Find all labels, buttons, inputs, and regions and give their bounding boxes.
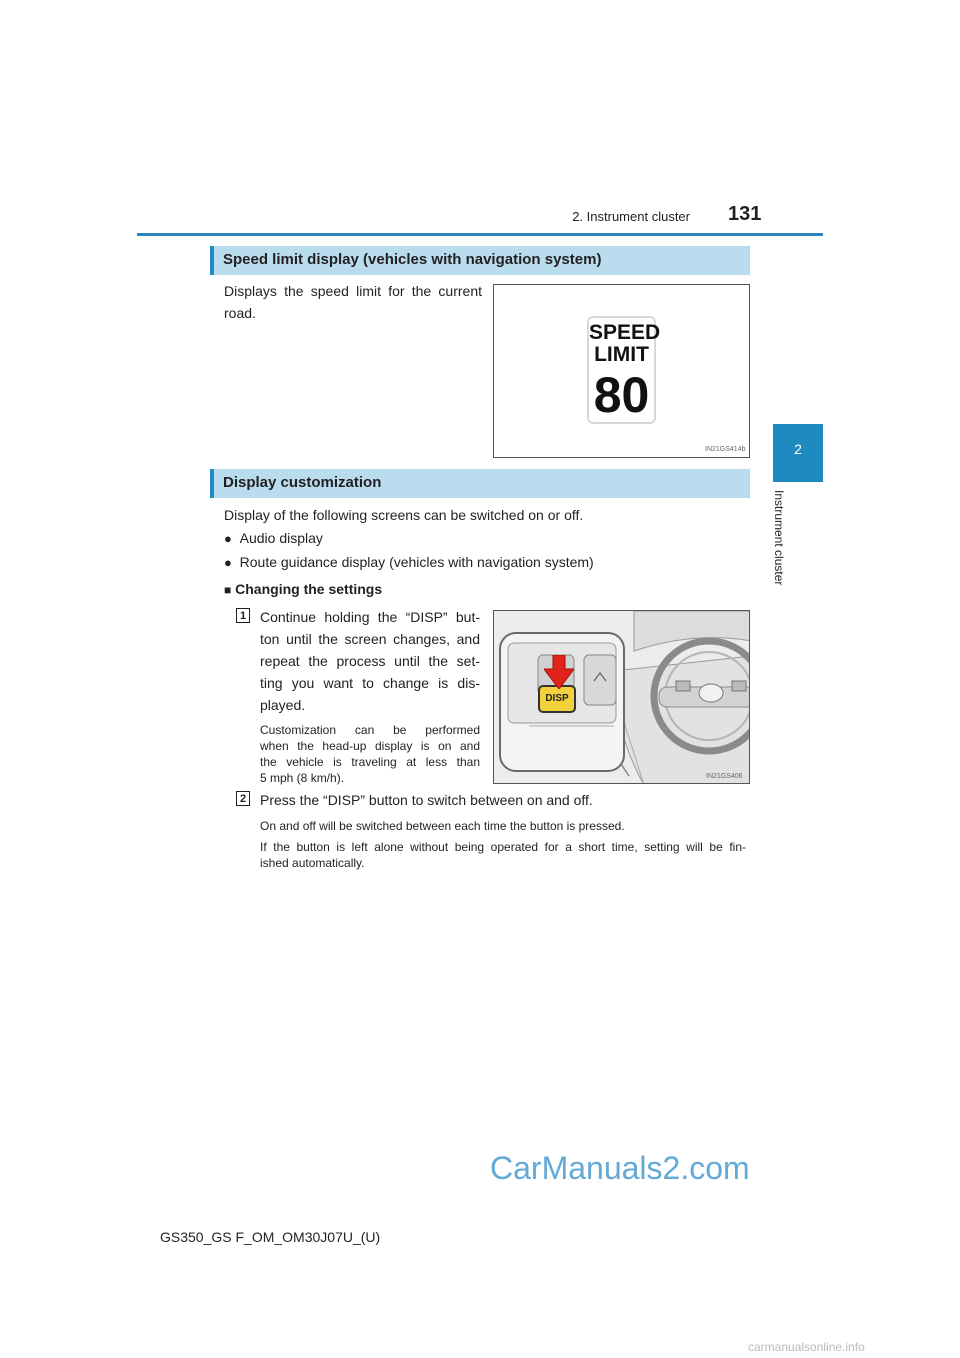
chapter-tab: 2 <box>773 424 823 482</box>
customization-intro: Display of the following screens can be switched on or off. <box>224 507 584 523</box>
disp-button-figure <box>493 610 750 784</box>
bullet-list-item: ● Audio display <box>224 530 323 546</box>
footer-document-code: GS350_GS F_OM_OM30J07U_(U) <box>160 1229 381 1245</box>
step-2-note-1: On and off will be switched between each time the button is pressed. <box>260 819 625 833</box>
figure-code: IN21GS406 <box>706 773 743 780</box>
step-1-text: Continue holding the “DISP” but- ton until the screen changes, and repeat the process until the set- ting you want to change is dis- played. <box>260 609 480 713</box>
step-number-1: 1 <box>236 608 250 623</box>
running-header-section: 2. Instrument cluster <box>572 209 690 224</box>
speed-limit-sign: SPEED LIMIT 80 <box>587 316 656 424</box>
disp-button: DISP <box>538 685 576 713</box>
subheading-changing-settings: ■ Changing the settings <box>224 581 383 597</box>
header-divider <box>137 233 823 236</box>
dashboard-illustration <box>494 611 750 784</box>
section-heading-display-customization: Display customization <box>210 469 750 498</box>
chapter-tab-label: Instrument cluster <box>772 490 786 586</box>
watermark-url: carmanualsonline.info <box>748 1340 865 1354</box>
section-heading-speed-limit: Speed limit display (vehicles with navigation system) <box>210 246 750 275</box>
page-number: 131 <box>728 203 762 225</box>
press-arrow-icon <box>544 655 574 689</box>
bullet-list-item: ● Route guidance display (vehicles with navigation system) <box>224 554 594 570</box>
speed-limit-description: Displays the speed limit for the current road. <box>224 283 482 321</box>
step-1-note: Customization can be performed when the head-up display is on and the vehicle is traveling at less than 5 mph (8 km/h). <box>260 723 480 785</box>
step-2-text: Press the “DISP” button to switch between on and off. <box>260 792 593 808</box>
figure-code: IN21GS414b <box>705 446 746 453</box>
watermark-logo: CarManuals2.com <box>490 1150 750 1186</box>
step-number-2: 2 <box>236 791 250 806</box>
step-2-note-2: If the button is left alone without being operated for a short time, setting will be fin- ished automatically. <box>260 840 746 870</box>
